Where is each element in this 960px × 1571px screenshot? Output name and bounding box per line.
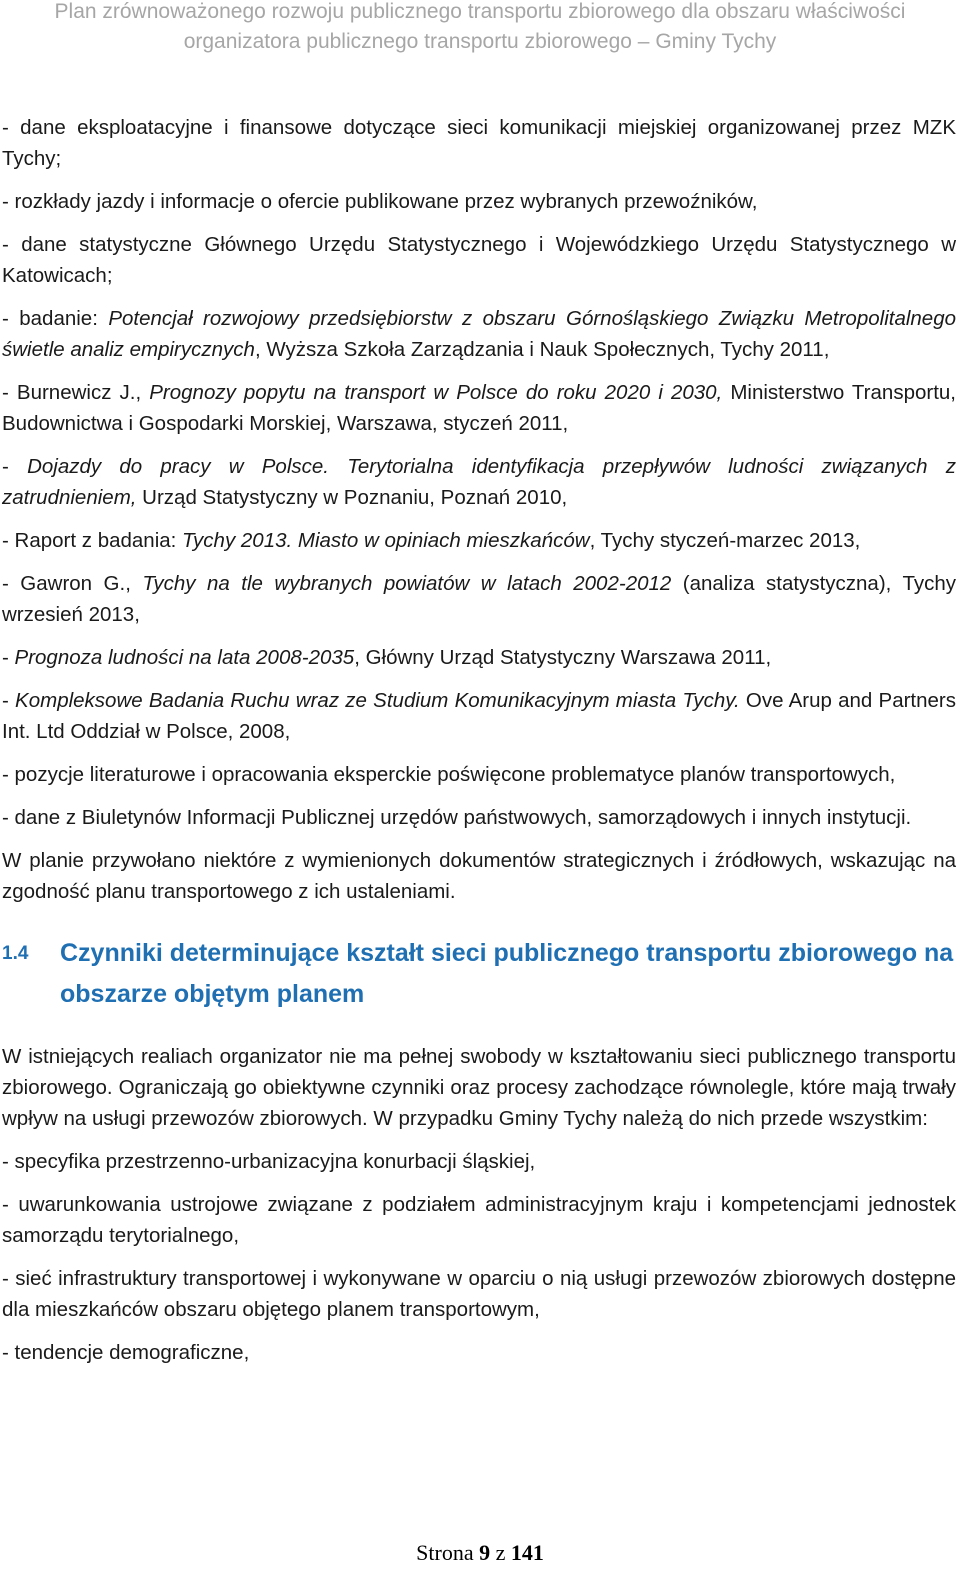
list-item-title: Potencjał rozwojowy przedsiębiorstw z obszaru Górnośląskiego Związku Metropolitalnego świetle analiz empirycznych <box>2 307 957 361</box>
page-number: 9 <box>479 1540 491 1565</box>
list-item-prefix: - <box>2 646 15 669</box>
list-item <box>2 642 956 673</box>
list-item: - pozycje literaturowe i opracowania eksperckie poświęcone problematyce planów transportowych, <box>2 763 896 786</box>
list-item: - rozkłady jazdy i informacje o ofercie publikowane przez wybranych przewoźników, <box>2 190 758 213</box>
footer-prefix: Strona <box>416 1540 480 1565</box>
list-item-suffix: , Wyższa Szkoła Zarządzania i Nauk Społecznych, Tychy 2011, <box>254 338 830 361</box>
list-item-title: Tychy na tle wybranych powiatów w latach 2002-2012 <box>142 572 672 595</box>
list-item-prefix: - <box>2 455 28 478</box>
list-item: - dane statystyczne Głównego Urzędu Statystycznego i Wojewódzkiego Urzędu Statystycznego w Katowicach; <box>2 233 956 287</box>
paragraph: W planie przywołano niektóre z wymienionych dokumentów strategicznych i źródłowych, wskazując na zgodność planu transportowego z ich ustaleniami. <box>2 849 956 903</box>
list-item-suffix: Ove Arup and Partners Int. Ltd Oddział w Polsce, 2008, <box>2 689 957 743</box>
list-item-title: Prognozy popytu na transport w Polsce do roku 2020 i 2030, <box>149 381 723 404</box>
list-item <box>2 303 956 365</box>
section-number: 1.4 <box>2 943 29 964</box>
list-item: - uwarunkowania ustrojowe związane z podziałem administracyjnym kraju i kompetencjami jednostek samorządu terytorialnego, <box>2 1193 956 1247</box>
list-item-suffix: , Główny Urząd Statystyczny Warszawa 2011, <box>354 646 772 669</box>
list-item: - specyfika przestrzenno-urbanizacyjna konurbacji śląskiej, <box>2 1150 536 1173</box>
list-item-title: Dojazdy do pracy w Polsce. Terytorialna identyfikacja przepływów ludności związanych z zatrudnieniem, <box>2 455 956 509</box>
list-item-prefix: - Burnewicz J., <box>2 381 150 404</box>
section-title: Czynniki determinujące kształt sieci publicznego transportu zbiorowego na obszarze objętym planem <box>60 939 954 1008</box>
list-item: - tendencje demograficzne, <box>2 1341 250 1364</box>
footer-mid: z <box>490 1540 511 1565</box>
list-item <box>2 685 956 747</box>
list-item-suffix: , Tychy styczeń-marzec 2013, <box>589 529 861 552</box>
paragraph: W istniejących realiach organizator nie ma pełnej swobody w kształtowaniu sieci publicznego transportu zbiorowego. Ograniczają go obiektywne czynniki oraz procesy zachodzące równolegle, które mają trwały wpływ na usługi przewozów zbiorowych. W przypadku Gminy Tychy należą do nich przede wszystkim: <box>2 1045 956 1130</box>
list-item-prefix: - Gawron G., <box>2 572 143 595</box>
header-line-2: organizatora publicznego transportu zbiorowego – Gminy Tychy <box>183 30 777 53</box>
list-item <box>2 377 956 439</box>
page-footer <box>0 1540 960 1566</box>
section-heading <box>2 933 956 1015</box>
list-item-title: Kompleksowe Badania Ruchu wraz ze Studium Komunikacyjnym miasta Tychy. <box>15 689 740 712</box>
list-item: - dane eksploatacyjne i finansowe dotyczące sieci komunikacji miejskiej organizowanej przez MZK Tychy; <box>2 116 956 170</box>
list-item-title: Prognoza ludności na lata 2008-2035 <box>14 646 355 669</box>
list-item <box>2 525 956 556</box>
header-line-1: Plan zrównoważonego rozwoju publicznego transportu zbiorowego dla obszaru właściwości <box>54 0 906 23</box>
list-item: - sieć infrastruktury transportowej i wykonywane w oparciu o nią usługi przewozów zbiorowych dostępne dla mieszkańców obszaru objętego planem transportowym, <box>2 1267 956 1321</box>
list-item-suffix: (analiza statystyczna), Tychy wrzesień 2013, <box>2 572 956 626</box>
list-item-prefix: - badanie: <box>2 307 109 330</box>
list-item: - dane z Biuletynów Informacji Publicznej urzędów państwowych, samorządowych i innych instytucji. <box>2 806 912 829</box>
page-total: 141 <box>510 1540 544 1565</box>
page-body <box>2 112 956 1380</box>
list-item-title: Tychy 2013. Miasto w opiniach mieszkańców <box>182 529 590 552</box>
list-item-suffix: Ministerstwo Transportu, Budownictwa i Gospodarki Morskiej, Warszawa, styczeń 2011, <box>2 381 956 435</box>
list-item-suffix: Urząd Statystyczny w Poznaniu, Poznań 2010, <box>136 486 568 509</box>
list-item <box>2 451 956 513</box>
list-item-prefix: - <box>2 689 16 712</box>
list-item-prefix: - Raport z badania: <box>2 529 183 552</box>
list-item <box>2 568 956 630</box>
